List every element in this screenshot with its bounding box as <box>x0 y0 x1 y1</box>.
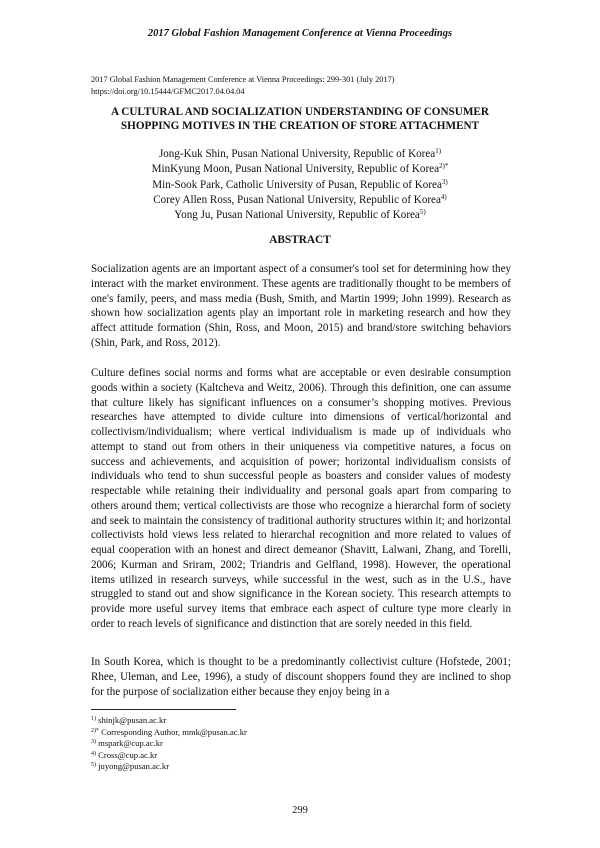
doi-link[interactable]: https://doi.org/10.15444/GFMC2017.04.04.04 <box>91 86 245 96</box>
footnote-mark: 2)* <box>91 727 99 734</box>
footnote <box>91 750 471 762</box>
title-line: SHOPPING MOTIVES IN THE CREATION OF STORE ATTACHMENT <box>120 120 480 132</box>
abstract-paragraph: Socialization agents are an important aspect of a consumer's tool set for determining how they interact with the market environment. These agents are traditionally thought to be members of one's family, peers, and mass media (Bush, Smith, and Martin 1999; John 1999). Research as shown how socialization agents play an important role in marketing research and how they affect attitude formation (Shin, Ross, and Moon, 2015) and brand/store switching behaviors (Shin, Park, and Ross, 2012). <box>91 263 511 349</box>
footnote-mark: 1) <box>91 716 96 722</box>
author-mark: 1) <box>435 147 442 156</box>
author-mark: 5) <box>419 208 426 217</box>
author-line <box>40 193 560 208</box>
body-paragraph: Culture defines social norms and forms what are acceptable or even desirable consumption goods within a society (Kaltcheva and Weitz, 2006). Through this definition, one can assume that culture likely has significant influences on a consumer’s shopping motives. Previous researches have attempted to divide culture into dimensions of vertical/horizontal and collectivism/individualism; where vertical individualism is made up of individuals who attempt to stand out from others in their uniqueness via competitive natures, a focus on success and achievements, and acquisition of power; horizontal individualism consists of individuals who tend to shun successful people as boasters and consider values of modesty respectable while retaining their individuality and personal goals apart from comparing to others around them; vertical collectivists are those who recognize a hierarchal form of society and seek to maintain the consistency of traditional authority structures within it; and horizontal collectivists hold views less related to hierarchal recognition and more related to values of equal cooperation with an honest and direct demeanor (Shavitt, Lalwani, Zhang, and Torelli, 2006; Kurman and Sriram, 2002; Triandris and Gelfland, 1998). However, the operational items utilized in research surveys, while successful in the west, such as in the U.S., have struggled to stand out and show significance in the Korean society. This research attempts to provide more useful survey items that embrace each aspect of culture type more clearly in order to reach levels of significance and distinction that are sorely needed in this field. <box>91 367 511 630</box>
author-text: Corey Allen Ross, Pusan National University, Republic of Korea <box>153 193 441 206</box>
author-text: MinKyung Moon, Pusan National University, Republic of Korea <box>151 163 440 176</box>
footnote-text: juyong@pusan.ac.kr <box>96 761 170 772</box>
citation-block <box>91 74 511 97</box>
author-mark: 4) <box>440 193 447 202</box>
footnote <box>91 715 471 727</box>
footnote-text: Corresponding Author, mmk@pusan.ac.kr <box>99 726 247 737</box>
footnote-mark: 4) <box>91 750 96 757</box>
abstract-heading: ABSTRACT <box>269 234 331 246</box>
footnote-mark: 3) <box>91 739 96 746</box>
author-text: Yong Ju, Pusan National University, Republic of Korea <box>174 209 420 222</box>
footnote-text: shinjk@pusan.ac.kr <box>96 715 167 725</box>
running-header: 2017 Global Fashion Management Conference at Vienna Proceedings <box>147 28 453 39</box>
footnote <box>91 727 471 739</box>
footnote-text: Cross@cup.ac.kr <box>96 749 158 760</box>
footnote <box>91 738 471 750</box>
author-mark: 3) <box>441 177 448 186</box>
author-text: Jong-Kuk Shin, Pusan National University, Republic of Korea <box>158 148 436 160</box>
footnote-text: mspark@cup.ac.kr <box>96 738 163 749</box>
author-list <box>40 147 560 223</box>
footnote-list <box>91 715 471 773</box>
body-paragraph: In South Korea, which is thought to be a predominantly collectivist culture (Hofstede, 2001; Rhee, Uleman, and Lee, 1996), a study of discount shoppers found they are inclined to shop for the purpose of socialization either because they enjoy being in a <box>91 656 511 698</box>
author-line <box>40 178 560 193</box>
title-line: A CULTURAL AND SOCIALIZATION UNDERSTANDING OF CONSUMER <box>111 106 489 118</box>
citation-line: 2017 Global Fashion Management Conference at Vienna Proceedings: 299-301 (July 2017) <box>91 75 395 84</box>
author-line <box>40 147 560 162</box>
footnote-divider <box>91 709 236 710</box>
author-mark: 2)* <box>439 162 449 171</box>
author-line <box>40 162 560 177</box>
footnote <box>91 761 471 773</box>
footnote-mark: 5) <box>91 762 96 769</box>
author-line <box>40 208 560 223</box>
author-text: Min-Sook Park, Catholic University of Pusan, Republic of Korea <box>152 178 442 191</box>
page-number: 299 <box>292 805 308 816</box>
paper-title <box>40 105 560 133</box>
